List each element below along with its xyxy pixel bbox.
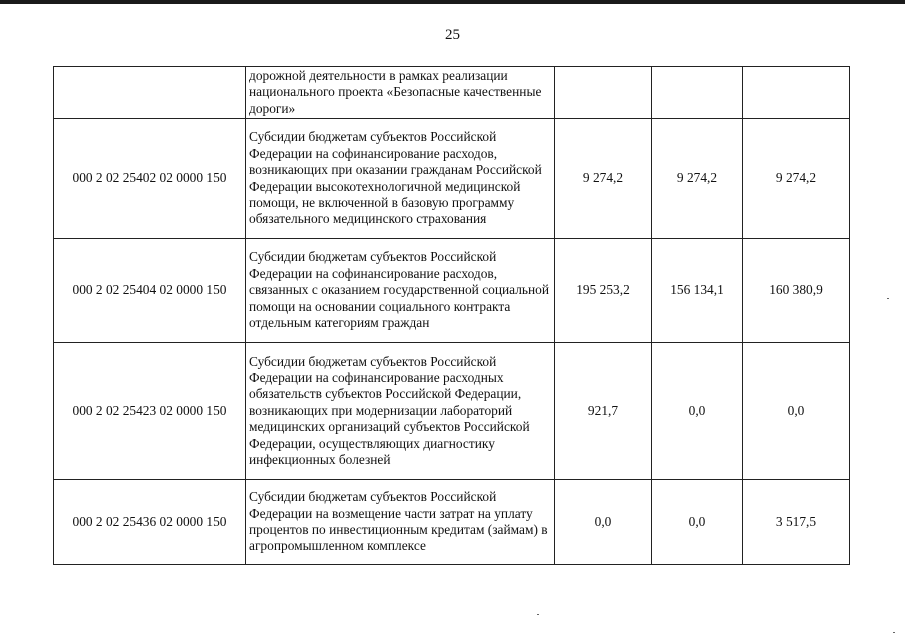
table-row bbox=[54, 480, 850, 565]
row-description: Субсидии бюджетам субъектов Российской Федерации на софинансирование расходов, возникающих при оказании гражданам Российской Федерации высокотехнологичной медицинской помощи, не включенной в базовую программу обязательного медицинского страхования bbox=[246, 119, 555, 239]
row-description: Субсидии бюджетам субъектов Российской Федерации на софинансирование расходных обязательств субъектов Российской Федерации, возникающих при модернизации лабораторий медицинских организаций субъектов Российской Федерации, осуществляющих диагностику инфекционных болезней bbox=[246, 343, 555, 480]
row-description: Субсидии бюджетам субъектов Российской Федерации на софинансирование расходов, связанных с оказанием государственной социальной помощи на основании социального контракта отдельным категориям граждан bbox=[246, 239, 555, 343]
row-value-1: 0,0 bbox=[555, 480, 652, 565]
row-code: 000 2 02 25402 02 0000 150 bbox=[54, 119, 246, 239]
page-number: 25 bbox=[445, 27, 460, 43]
budget-table bbox=[53, 66, 850, 565]
table-row bbox=[54, 119, 850, 239]
row-value-3: 0,0 bbox=[743, 343, 850, 480]
row-description: дорожной деятельности в рамках реализации национального проекта «Безопасные качественные дороги» bbox=[246, 67, 555, 119]
row-value-3: 9 274,2 bbox=[743, 119, 850, 239]
row-value-2: 0,0 bbox=[652, 343, 743, 480]
row-value-1 bbox=[555, 67, 652, 119]
row-value-2: 9 274,2 bbox=[652, 119, 743, 239]
row-value-3 bbox=[743, 67, 850, 119]
table-row bbox=[54, 343, 850, 480]
row-value-2 bbox=[652, 67, 743, 119]
row-value-3: 160 380,9 bbox=[743, 239, 850, 343]
row-code bbox=[54, 67, 246, 119]
row-value-2: 0,0 bbox=[652, 480, 743, 565]
scan-speck bbox=[893, 632, 895, 633]
scan-speck bbox=[887, 298, 889, 299]
row-value-2: 156 134,1 bbox=[652, 239, 743, 343]
table-row bbox=[54, 239, 850, 343]
row-value-1: 9 274,2 bbox=[555, 119, 652, 239]
row-code: 000 2 02 25436 02 0000 150 bbox=[54, 480, 246, 565]
row-description: Субсидии бюджетам субъектов Российской Федерации на возмещение части затрат на уплату процентов по инвестиционным кредитам (займам) в агропромышленном комплексе bbox=[246, 480, 555, 565]
row-code: 000 2 02 25423 02 0000 150 bbox=[54, 343, 246, 480]
table-row bbox=[54, 67, 850, 119]
row-value-3: 3 517,5 bbox=[743, 480, 850, 565]
row-code: 000 2 02 25404 02 0000 150 bbox=[54, 239, 246, 343]
page-top-border bbox=[0, 0, 905, 4]
scan-speck bbox=[537, 614, 539, 615]
row-value-1: 921,7 bbox=[555, 343, 652, 480]
row-value-1: 195 253,2 bbox=[555, 239, 652, 343]
